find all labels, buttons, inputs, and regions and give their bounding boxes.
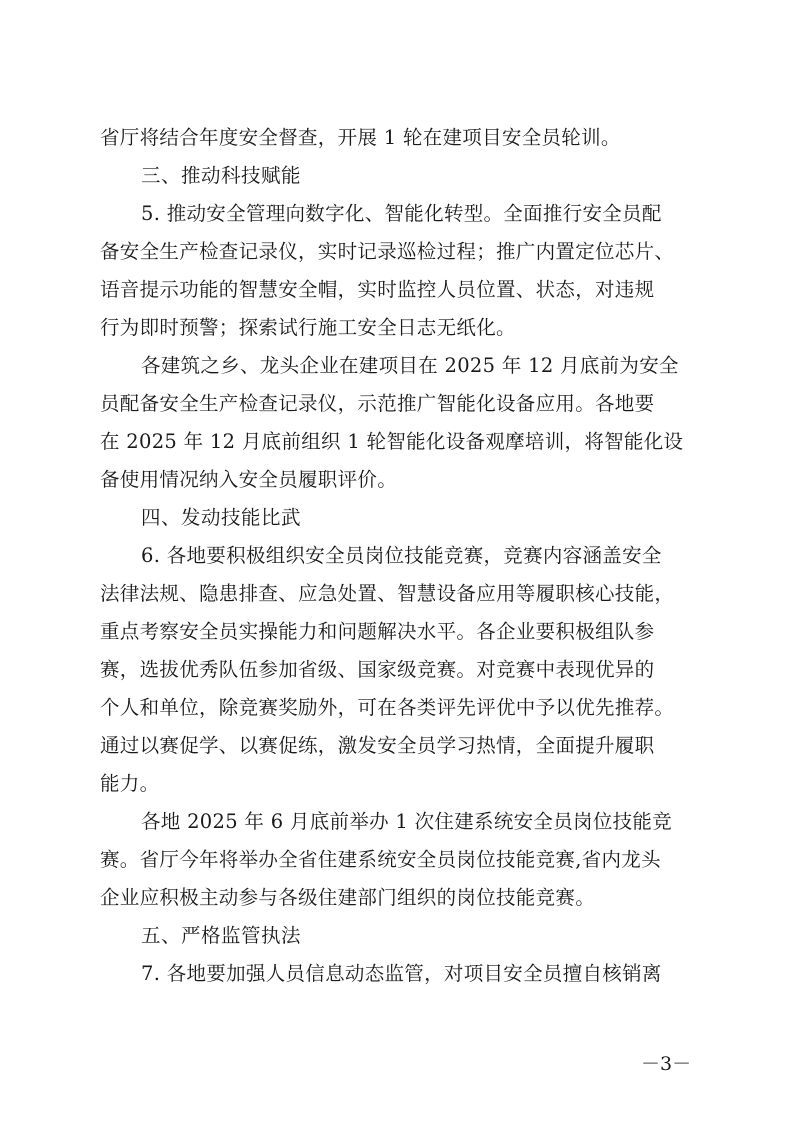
body-line: 在 2025 年 12 月底前组织 1 轮智能化设备观摩培训，将智能化设 bbox=[100, 430, 684, 453]
body-line: 通过以赛促学、以赛促练，激发安全员学习热情，全面提升履职 bbox=[100, 734, 655, 757]
body-line: 重点考察安全员实操能力和问题解决水平。各企业要积极组队参 bbox=[100, 620, 655, 643]
body-line: 赛。省厅今年将举办全省住建系统安全员岗位技能竞赛,省内龙头 bbox=[100, 848, 661, 871]
body-line: 备使用情况纳入安全员履职评价。 bbox=[100, 468, 398, 491]
body-line: 语音提示功能的智慧安全帽，实时监控人员位置、状态，对违规 bbox=[100, 278, 655, 301]
section-heading: 五、严格监管执法 bbox=[141, 924, 302, 947]
body-line: 各地 2025 年 6 月底前举办 1 次住建系统安全员岗位技能竞 bbox=[141, 810, 673, 833]
body-line: 企业应积极主动参与各级住建部门组织的岗位技能竞赛。 bbox=[100, 886, 596, 909]
body-line: 赛，选拔优秀队伍参加省级、国家级竞赛。对竞赛中表现优异的 bbox=[100, 658, 655, 681]
body-line: 6. 各地要积极组织安全员岗位技能竞赛，竞赛内容涵盖安全 bbox=[141, 544, 662, 567]
body-line: 法律法规、隐患排查、应急处置、智慧设备应用等履职核心技能， bbox=[100, 582, 675, 605]
page-number: －3－ bbox=[641, 1053, 692, 1075]
body-line: 备安全生产检查记录仪，实时记录巡检过程；推广内置定位芯片、 bbox=[100, 240, 675, 263]
body-line: 5. 推动安全管理向数字化、智能化转型。全面推行安全员配 bbox=[141, 202, 662, 225]
body-line: 行为即时预警；探索试行施工安全日志无纸化。 bbox=[100, 316, 516, 339]
body-line: 员配备安全生产检查记录仪，示范推广智能化设备应用。各地要 bbox=[100, 392, 655, 415]
body-line: 7. 各地要加强人员信息动态监管，对项目安全员擅自核销离 bbox=[141, 962, 662, 985]
body-line: 能力。 bbox=[100, 772, 160, 795]
body-line: 各建筑之乡、龙头企业在建项目在 2025 年 12 月底前为安全 bbox=[141, 354, 679, 377]
section-heading: 三、推动科技赋能 bbox=[141, 164, 302, 187]
body-line: 个人和单位，除竞赛奖励外，可在各类评先评优中予以优先推荐。 bbox=[100, 696, 675, 719]
body-line: 省厅将结合年度安全督查，开展 1 轮在建项目安全员轮训。 bbox=[100, 126, 621, 149]
section-heading: 四、发动技能比武 bbox=[141, 506, 302, 529]
